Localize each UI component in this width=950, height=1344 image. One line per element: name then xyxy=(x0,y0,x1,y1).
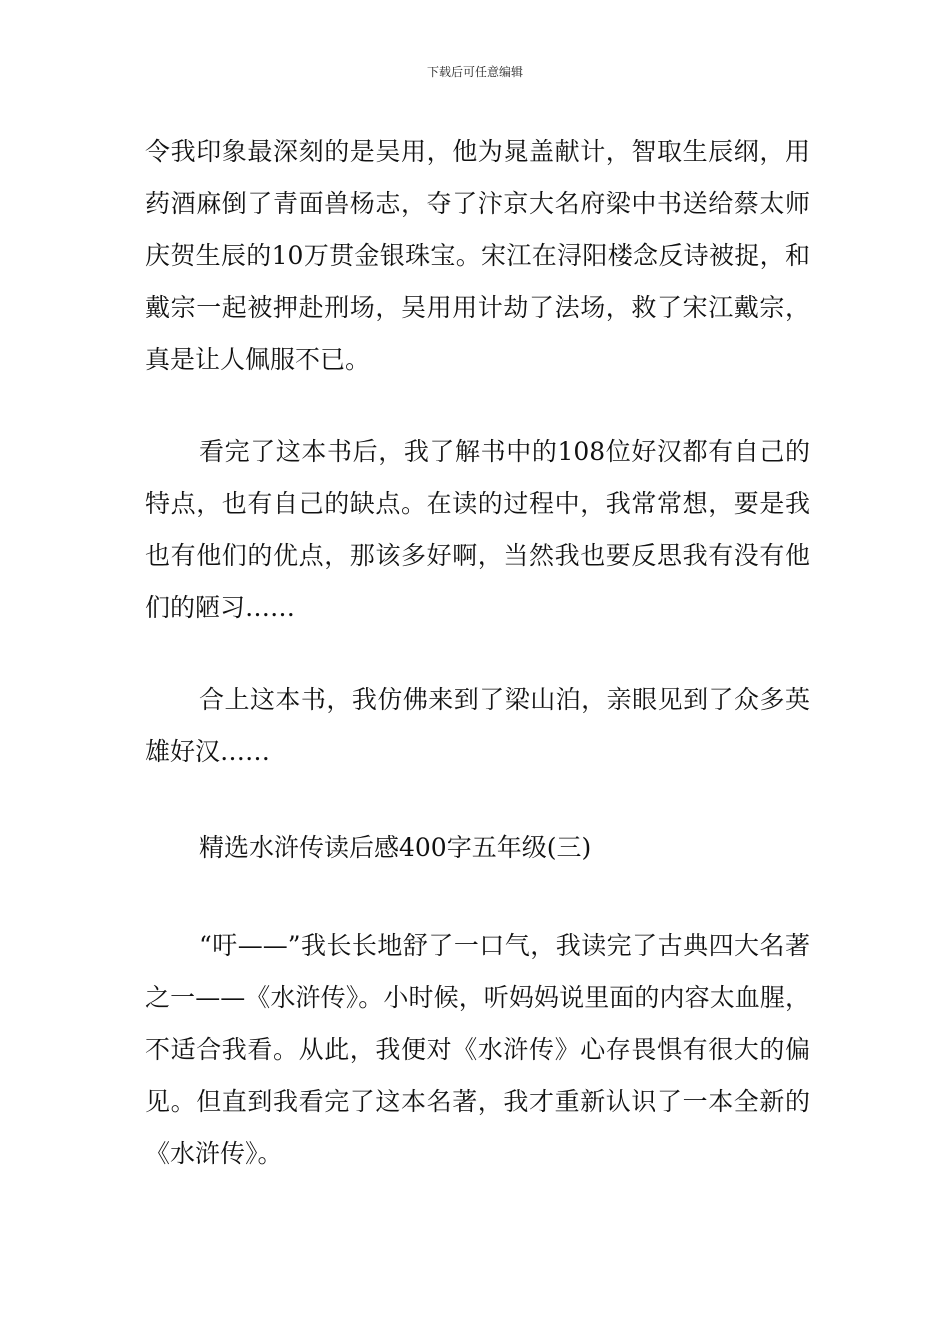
paragraph-108-heroes: 看完了这本书后，我了解书中的108位好汉都有自己的特点，也有自己的缺点。在读的过程中，我常常想，要是我也有他们的优点，那该多好啊，当然我也要反思我有没有他们的陋习…… xyxy=(145,437,810,622)
page-header: 下载后可任意编辑 xyxy=(426,65,523,79)
paragraph-finished-reading: “吁——”我长长地舒了一口气，我读完了古典四大名著之一——《水浒传》。小时候，听妈妈说里面的内容太血腥，不适合我看。从此，我便对《水浒传》心存畏惧有很大的偏见。但直到我看完了这本名著，我才重新认识了一本全新的《水浒传》。 xyxy=(145,931,810,1168)
paragraph-liangshan: 合上这本书，我仿佛来到了梁山泊，亲眼见到了众多英雄好汉…… xyxy=(145,685,810,766)
section-heading: 精选水浒传读后感400字五年级(三) xyxy=(199,833,592,862)
paragraph-wu-yong: 令我印象最深刻的是吴用，他为晁盖献计，智取生辰纲，用药酒麻倒了青面兽杨志，夺了汴京大名府梁中书送给蔡太师庆贺生辰的10万贯金银珠宝。宋江在浔阳楼念反诗被捉，和戴宗一起被押赴刑场，吴用用计劫了法场，救了宋江戴宗，真是让人佩服不已。 xyxy=(145,137,810,374)
